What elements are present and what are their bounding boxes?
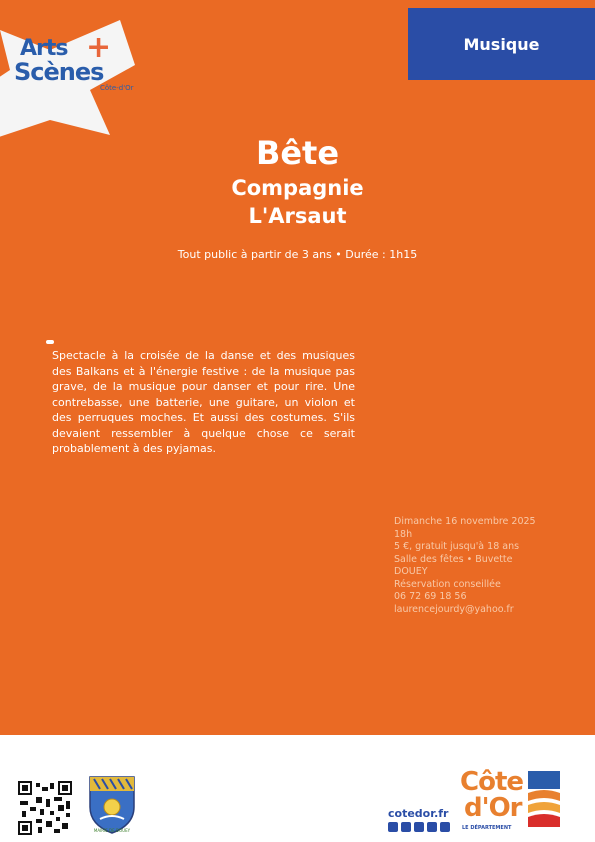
show-title: Bête xyxy=(255,134,340,172)
event-date: Dimanche 16 novembre 2025 xyxy=(394,516,536,527)
facebook-icon[interactable] xyxy=(388,822,398,832)
event-town: DOUEY xyxy=(394,566,428,577)
brand-line1: Côte xyxy=(460,767,524,797)
audience-duration: Tout public à partir de 3 ans • Durée : 1h15 xyxy=(177,248,418,261)
event-info xyxy=(394,516,574,616)
category-badge: Musique xyxy=(408,8,595,80)
logo-plus: + xyxy=(86,30,112,65)
company-line1: Compagnie xyxy=(231,176,364,200)
title-block xyxy=(0,132,595,230)
brand-sub: LE DÉPARTEMENT xyxy=(462,825,512,831)
logo-region: Côte-d'Or xyxy=(100,84,134,92)
quote-mark-icon xyxy=(46,340,54,344)
youtube-icon[interactable] xyxy=(427,822,437,832)
company-line2: L'Arsaut xyxy=(248,204,347,228)
website-link[interactable]: cotedor.fr xyxy=(388,807,449,820)
footer xyxy=(0,735,595,842)
department-flag-icon xyxy=(528,771,560,827)
event-time: 18h xyxy=(394,528,413,540)
event-email[interactable]: laurencejourdy@yahoo.fr xyxy=(394,603,514,615)
event-phone: 06 72 69 18 56 xyxy=(394,591,467,602)
logo-line1: Arts xyxy=(20,36,68,61)
twitter-icon[interactable] xyxy=(440,822,450,832)
crest-caption: MAIRIE DE DOUEY xyxy=(93,828,131,833)
event-venue: Salle des fêtes • Buvette xyxy=(394,553,513,565)
logo-line2: Scènes xyxy=(14,58,104,86)
brand-line2: d'Or xyxy=(464,793,522,823)
instagram-icon[interactable] xyxy=(401,822,411,832)
event-price: 5 €, gratuit jusqu'à 18 ans xyxy=(394,541,520,552)
arts-scenes-logo xyxy=(14,30,134,106)
show-description: Spectacle à la croisée de la danse et des musiques des Balkans et à l'énergie festive : de la musique pas grave, de la musique pour danser et pour rire. Une contrebasse, une batterie, une guitare, un violon et des perruques moches. Et aussi des costumes. S'ils devaient ressembler à quelque chose ce serait probablement à des pyjamas. xyxy=(52,349,355,455)
linkedin-icon[interactable] xyxy=(414,822,424,832)
qr-code-icon[interactable] xyxy=(18,781,72,835)
event-reservation: Réservation conseillée xyxy=(394,578,501,590)
social-icons xyxy=(388,822,450,832)
